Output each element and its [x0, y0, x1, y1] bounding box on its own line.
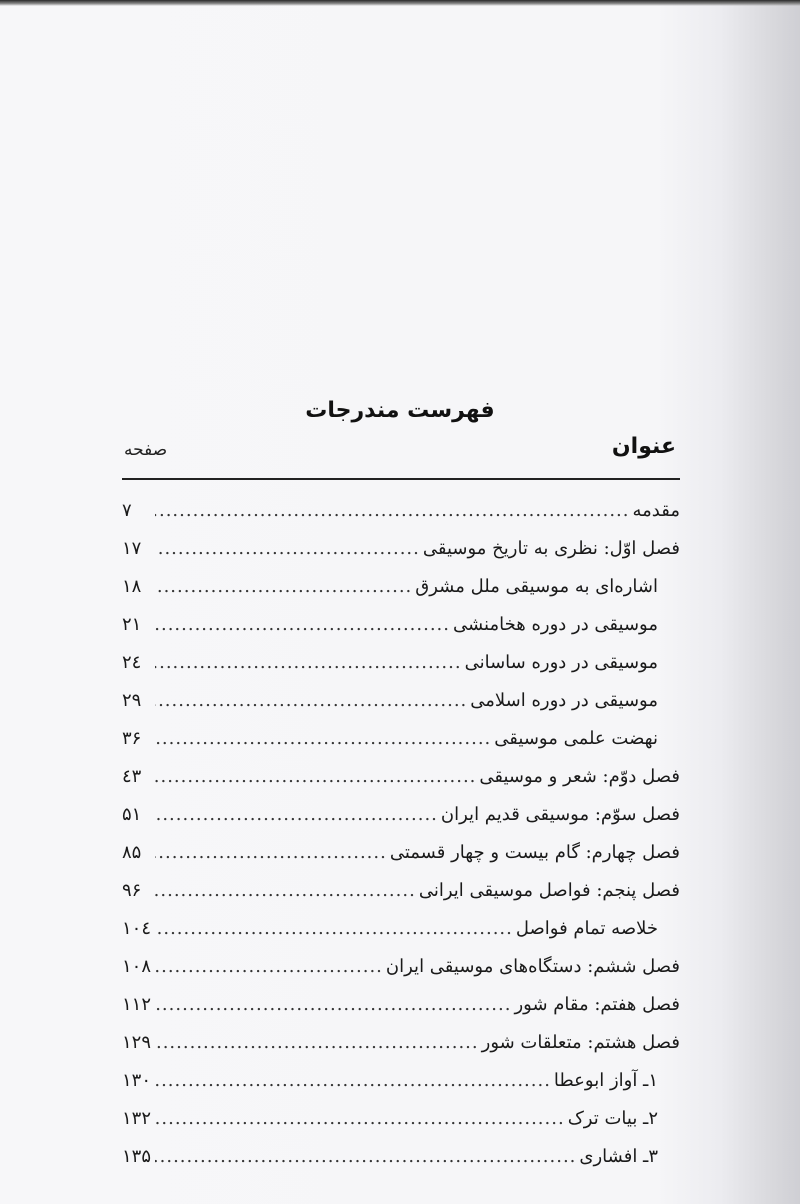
toc-entry — [122, 1070, 680, 1108]
toc-entry — [122, 576, 680, 614]
toc-entry — [122, 614, 680, 652]
toc-entry-label: فصل اوّل: نظری به تاریخ موسیقی — [422, 538, 680, 559]
toc-entry — [122, 918, 680, 956]
toc-entry-page: ۱۳۵ — [122, 1146, 152, 1167]
toc-entry-page: ۱۱۲ — [122, 994, 152, 1015]
toc-leader-dots — [155, 538, 420, 559]
toc-leader-dots — [155, 994, 511, 1015]
toc-leader-dots — [155, 1070, 551, 1091]
toc-leader-dots — [155, 690, 467, 711]
toc-entry-page: ۱۳۰ — [122, 1070, 152, 1091]
toc-leader-dots — [155, 576, 412, 597]
toc-entry-label: نهضت علمی موسیقی — [494, 728, 658, 749]
toc-leader-dots — [155, 728, 491, 749]
toc-entry — [122, 538, 680, 576]
toc-entries — [122, 500, 680, 1184]
toc-entry — [122, 956, 680, 994]
toc-entry-label: موسیقی در دوره اسلامی — [470, 690, 658, 711]
scan-edge — [0, 0, 800, 6]
toc-entry-page: ۱۳۲ — [122, 1108, 152, 1129]
toc-leader-dots — [155, 1146, 576, 1167]
toc-entry — [122, 842, 680, 880]
toc-entry-label: مقدمه — [632, 500, 680, 521]
toc-entry-label: فصل پنجم: فواصل موسیقی ایرانی — [418, 880, 680, 901]
toc-entry — [122, 766, 680, 804]
toc-entry-label: موسیقی در دوره هخامنشی — [453, 614, 658, 635]
toc-entry-label: فصل سوّم: موسیقی قدیم ایران — [440, 804, 680, 825]
header-rule — [122, 478, 680, 480]
toc-entry-label: فصل ششم: دستگاه‌های موسیقی ایران — [385, 956, 680, 977]
toc-leader-dots — [155, 500, 630, 521]
toc-entry — [122, 690, 680, 728]
toc-leader-dots — [155, 614, 450, 635]
toc-entry-page: ۲۱ — [122, 614, 142, 635]
toc-entry-page: ۱۷ — [122, 538, 142, 559]
toc-entry-label: ۱ـ آواز ابوعطا — [553, 1070, 658, 1091]
toc-entry-page: ۱۸ — [122, 576, 142, 597]
toc-entry-label: فصل دوّم: شعر و موسیقی — [479, 766, 680, 787]
toc-entry-page: ٤۳ — [122, 766, 142, 787]
toc-entry-page: ۱۰٤ — [122, 918, 152, 939]
toc-entry-page: ۸۵ — [122, 842, 142, 863]
toc-entry-label: اشاره‌ای به موسیقی ملل مشرق — [415, 576, 658, 597]
toc-leader-dots — [155, 956, 383, 977]
toc-entry-label: ۲ـ بیات ترک — [567, 1108, 658, 1129]
toc-leader-dots — [155, 1108, 565, 1129]
toc-entry-page: ۹۶ — [122, 880, 142, 901]
toc-entry-page: ۲٤ — [122, 652, 142, 673]
toc-leader-dots — [155, 766, 476, 787]
toc-entry-label: فصل چهارم: گام بیست و چهار قسمتی — [389, 842, 680, 863]
toc-entry — [122, 1032, 680, 1070]
toc-entry — [122, 994, 680, 1032]
toc-entry — [122, 728, 680, 766]
toc-entry — [122, 804, 680, 842]
toc-entry — [122, 500, 680, 538]
toc-entry — [122, 880, 680, 918]
toc-leader-dots — [155, 1032, 479, 1053]
toc-entry-page: ۳۶ — [122, 728, 142, 749]
toc-entry-page: ۱۲۹ — [122, 1032, 152, 1053]
toc-entry-label: فصل هفتم: مقام شور — [514, 994, 680, 1015]
toc-entry-label: فصل هشتم: متعلقات شور — [481, 1032, 680, 1053]
toc-title: فهرست مندرجات — [305, 398, 495, 423]
toc-entry-label: خلاصه تمام فواصل — [515, 918, 658, 939]
toc-entry — [122, 652, 680, 690]
toc-entry — [122, 1146, 680, 1184]
toc-leader-dots — [155, 918, 513, 939]
column-header-title: عنوان — [611, 434, 676, 459]
toc-entry-page: ۱۰۸ — [122, 956, 152, 977]
toc-entry-label: موسیقی در دوره ساسانی — [464, 652, 658, 673]
toc-entry-label: ۳ـ افشاری — [579, 1146, 658, 1167]
toc-entry-page: ۲۹ — [122, 690, 142, 711]
toc-leader-dots — [155, 804, 438, 825]
toc-leader-dots — [155, 652, 462, 673]
toc-leader-dots — [155, 880, 416, 901]
column-header-page: صفحه — [124, 440, 168, 460]
toc-entry-page: ۵۱ — [122, 804, 142, 825]
toc-entry — [122, 1108, 680, 1146]
toc-leader-dots — [155, 842, 387, 863]
toc-entry-page: ۷ — [122, 500, 132, 521]
